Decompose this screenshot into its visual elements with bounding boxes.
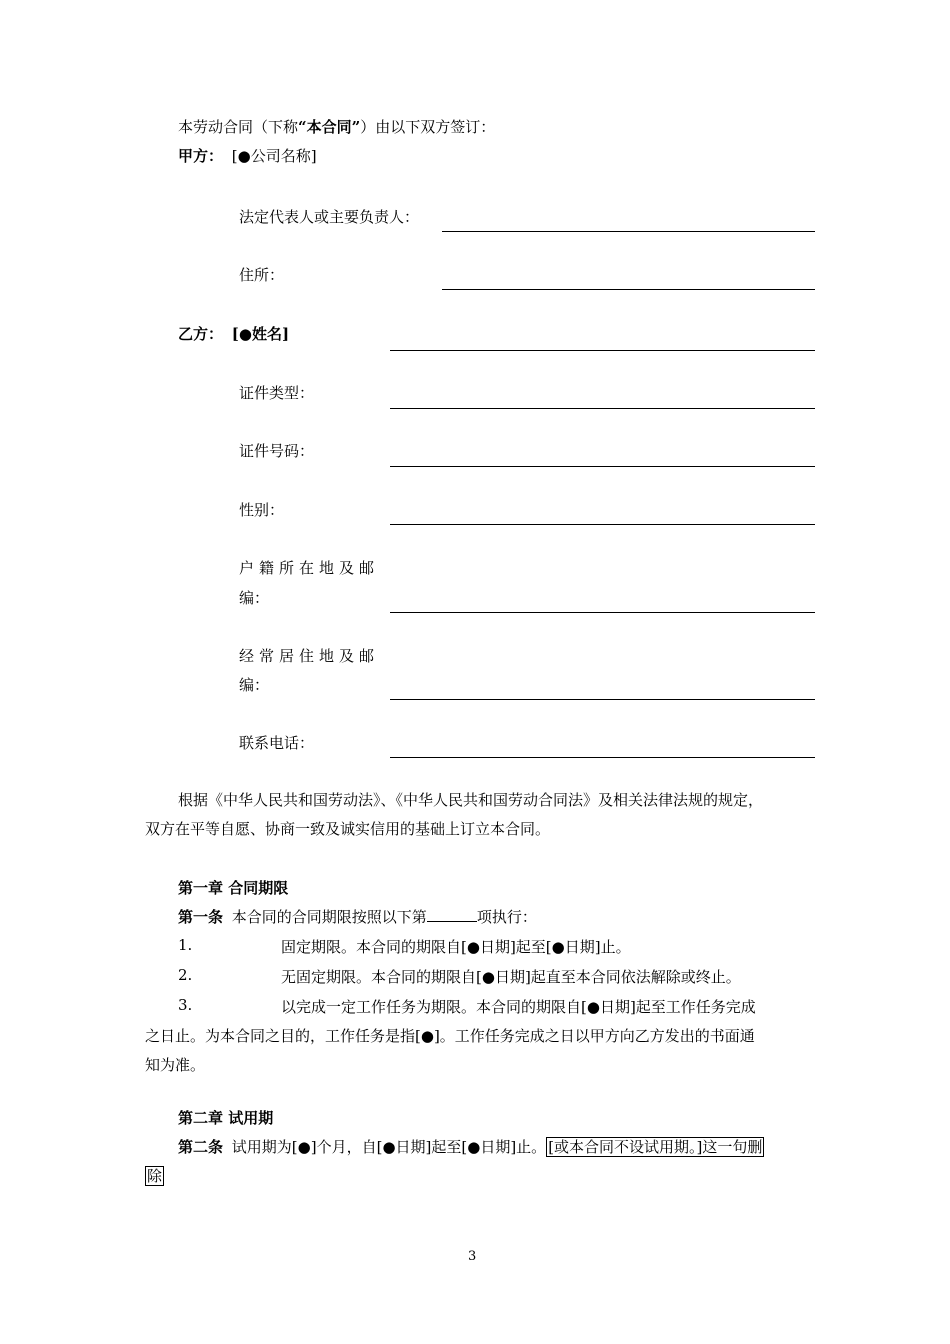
article2-boxed-note: [或本合同不设试用期。]这一句删 — [548, 1138, 763, 1156]
party-b-id-number-label: 证件号码： — [239, 442, 315, 460]
basis-line1: 根据《中华人民共和国劳动法》、《中华人民共和国劳动合同法》及相关法律法规的规定， — [178, 791, 764, 809]
item3-cont1: 之日止。为本合同之目的，工作任务是指[●]。工作任务完成之日以甲方向乙方发出的书面通 — [145, 1027, 755, 1045]
party-b-gender-field[interactable] — [390, 524, 815, 525]
party-b-line — [178, 323, 289, 344]
article1-text-b: 项执行： — [476, 908, 537, 926]
party-a-address-field[interactable] — [442, 289, 815, 290]
party-a-name: [●公司名称] — [231, 147, 317, 165]
item2-text: 无固定期限。本合同的期限自[●日期]起直至本合同依法解除或终止。 — [281, 968, 741, 986]
party-a-address-label: 住所： — [239, 266, 285, 284]
party-b-residence-field[interactable] — [390, 699, 815, 700]
party-a-rep-field[interactable] — [442, 231, 815, 232]
chapter2-title: 第二章 试用期 — [178, 1109, 274, 1127]
article2-boxed-cont — [145, 1165, 164, 1186]
party-b-name: [●姓名] — [231, 325, 290, 343]
party-b-name-field[interactable] — [390, 350, 815, 351]
article1-text-a: 本合同的合同期限按照以下第 — [231, 908, 427, 926]
chapter2-article2 — [178, 1136, 764, 1157]
party-b-label: 乙方： — [178, 325, 224, 343]
party-b-hukou-label-line1: 户籍所在地及邮 — [239, 559, 380, 577]
party-b-phone-field[interactable] — [390, 757, 815, 758]
article1-label: 第一条 — [178, 908, 224, 926]
party-a-line — [178, 145, 317, 166]
item3-num: 3. — [178, 996, 193, 1014]
article2-text: 试用期为[●]个月，自[●日期]起至[●日期]止。 — [231, 1138, 547, 1156]
party-a-rep-label: 法定代表人或主要负责人： — [239, 208, 420, 226]
intro-line — [178, 116, 495, 137]
party-b-id-type-field[interactable] — [390, 408, 815, 409]
party-b-id-number-field[interactable] — [390, 466, 815, 467]
party-b-gender-label: 性别： — [239, 501, 285, 519]
party-b-hukou-field[interactable] — [390, 612, 815, 613]
party-b-residence-label-line2: 编： — [239, 676, 270, 694]
basis-line2: 双方在平等自愿、协商一致及诚实信用的基础上订立本合同。 — [145, 820, 551, 838]
article1-blank[interactable] — [427, 908, 477, 922]
item1-num: 1. — [178, 936, 193, 954]
party-b-id-type-label: 证件类型： — [239, 384, 315, 402]
party-a-label: 甲方： — [178, 147, 224, 165]
chapter1-title: 第一章 合同期限 — [178, 879, 289, 897]
article2-label: 第二条 — [178, 1138, 224, 1156]
page-number: 3 — [468, 1249, 477, 1264]
intro-prefix: 本劳动合同（下称 — [178, 118, 299, 136]
item1-text: 固定期限。本合同的期限自[●日期]起至[●日期]止。 — [281, 938, 631, 956]
party-b-phone-label: 联系电话： — [239, 734, 315, 752]
party-b-residence-label-line1: 经常居住地及邮 — [239, 647, 380, 665]
article2-boxed-note-cont: 除 — [147, 1167, 163, 1185]
chapter1-article1 — [178, 906, 537, 927]
intro-suffix: ）由以下双方签订： — [360, 118, 496, 136]
item2-num: 2. — [178, 966, 193, 984]
party-b-hukou-label-line2: 编： — [239, 589, 270, 607]
intro-term: “本合同” — [298, 118, 361, 136]
item3-cont2: 知为准。 — [145, 1056, 206, 1074]
item3-text: 以完成一定工作任务为期限。本合同的期限自[●日期]起至工作任务完成 — [281, 998, 756, 1016]
